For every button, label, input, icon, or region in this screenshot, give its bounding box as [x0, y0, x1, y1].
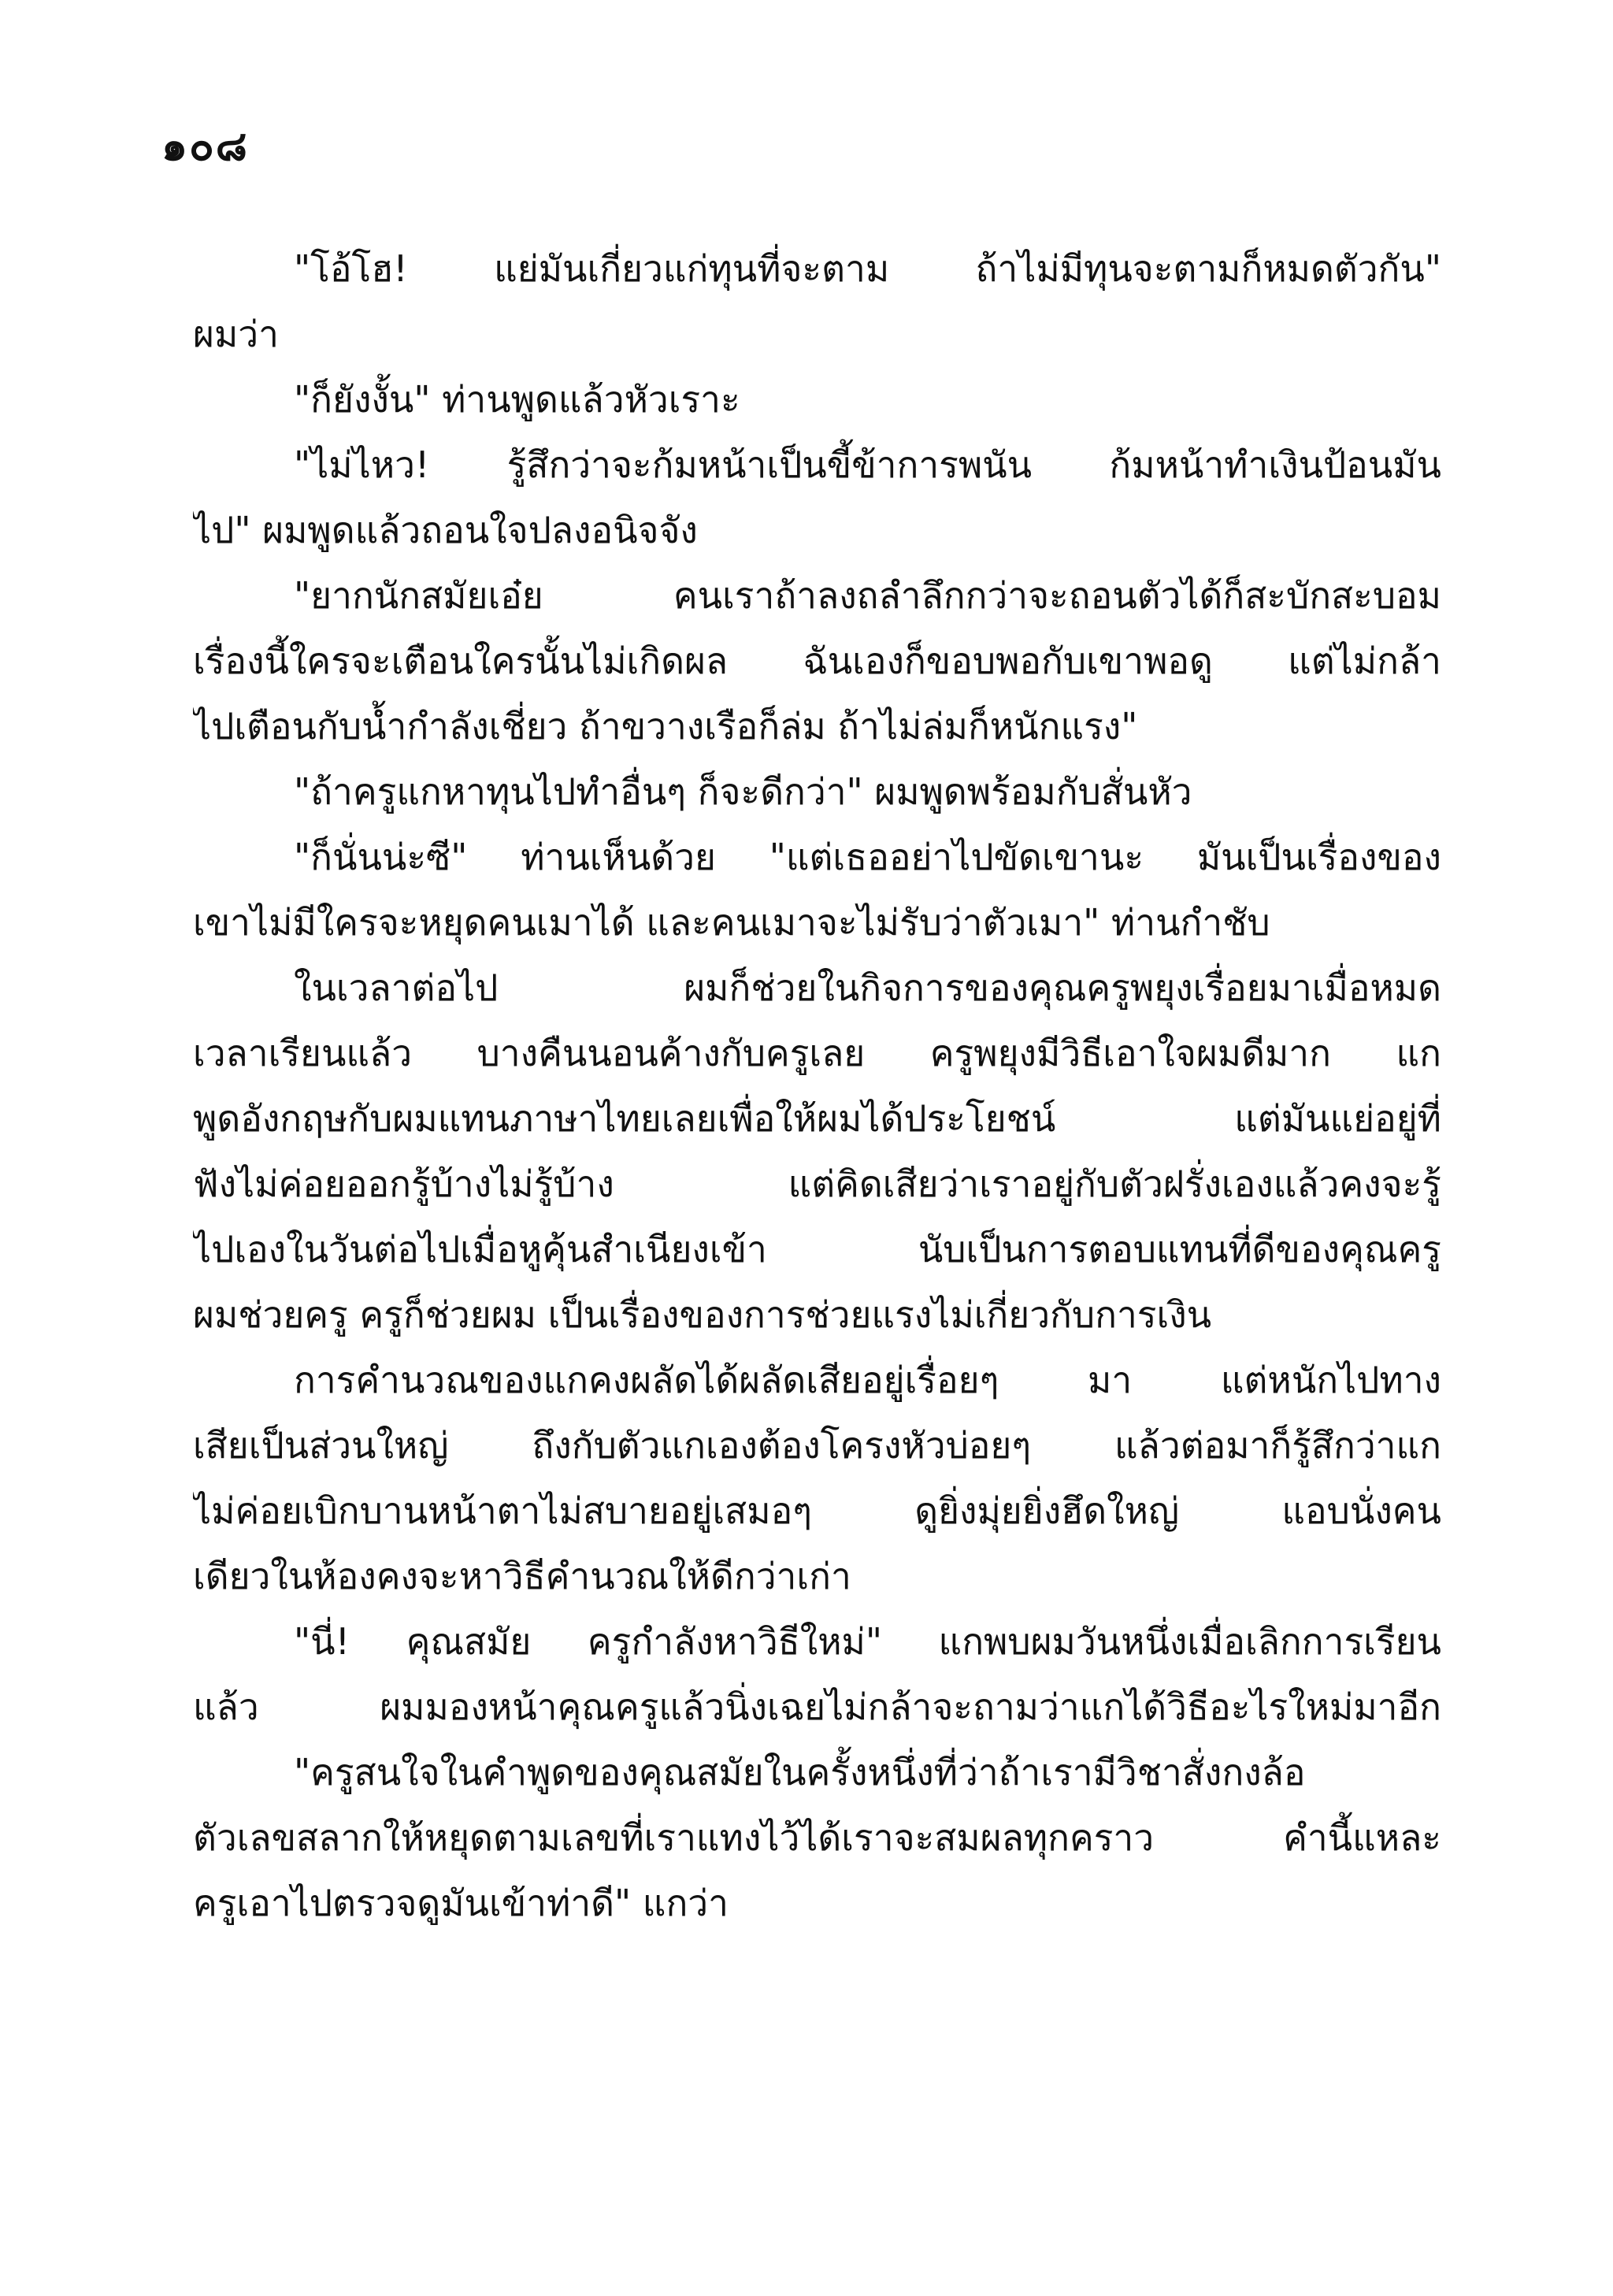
text-line: ผมช่วยครู ครูก็ช่วยผม เป็นเรื่องของการช่วยแรงไม่เกี่ยวกับการเงิน — [193, 1293, 1212, 1336]
text-line: เรื่องนี้ใครจะเตือนใครนั้นไม่เกิดผล ฉันเองก็ขอบพอกับเขาพอดู แต่ไม่กล้า — [193, 640, 1441, 682]
text-line: ในเวลาต่อไป ผมก็ช่วยในกิจการของคุณครูพยุงเรื่อยมาเมื่อหมด — [294, 966, 1441, 1009]
text-line: "นี่! คุณสมัย ครูกำลังหาวิธีใหม่" แกพบผมวันหนึ่งเมื่อเลิกการเรียน — [294, 1620, 1441, 1663]
page-number: ๑๐๘ — [161, 123, 249, 170]
text-line: ไป" ผมพูดแล้วถอนใจปลงอนิจจัง — [193, 509, 698, 551]
text-line: ครูเอาไปตรวจดูมันเข้าท่าดี" แกว่า — [193, 1882, 729, 1924]
text-line: ตัวเลขสลากให้หยุดตามเลขที่เราแทงไว้ได้เราจะสมผลทุกคราว คำนี้แหละ — [193, 1816, 1441, 1859]
text-line: "ก็นั่นน่ะซี" ท่านเห็นด้วย "แต่เธออย่าไปขัดเขานะ มันเป็นเรื่องของ — [294, 836, 1441, 878]
text-line: "ไม่ไหว! รู้สึกว่าจะก้มหน้าเป็นขี้ข้าการพนัน ก้มหน้าทำเงินป้อนมัน — [294, 443, 1441, 486]
text-line: "ยากนักสมัยเอ๋ย คนเราถ้าลงถลำลึกกว่าจะถอนตัวได้ก็สะบักสะบอม — [294, 574, 1441, 617]
text-line: เขาไม่มีใครจะหยุดคนเมาได้ และคนเมาจะไม่รับว่าตัวเมา" ท่านกำชับ — [193, 901, 1270, 944]
text-line: เดียวในห้องคงจะหาวิธีคำนวณให้ดีกว่าเก่า — [193, 1555, 851, 1597]
text-line: "ครูสนใจในคำพูดของคุณสมัยในครั้งหนึ่งที่ว่าถ้าเรามีวิชาสั่งกงล้อ — [294, 1751, 1306, 1793]
text-line: การคำนวณของแกคงผลัดได้ผลัดเสียอยู่เรื่อยๆ มา แต่หนักไปทาง — [294, 1359, 1441, 1401]
text-line: เสียเป็นส่วนใหญ่ ถึงกับตัวแกเองต้องโครงหัวบ่อยๆ แล้วต่อมาก็รู้สึกว่าแก — [193, 1424, 1441, 1467]
text-line: พูดอังกฤษกับผมแทนภาษาไทยเลยเพื่อให้ผมได้ประโยชน์ แต่มันแย่อยู่ที่ — [193, 1097, 1441, 1140]
text-line: ไปเองในวันต่อไปเมื่อหูคุ้นสำเนียงเข้า นับเป็นการตอบแทนที่ดีของคุณครู — [193, 1228, 1441, 1270]
body-text — [193, 236, 1441, 1936]
text-line: เวลาเรียนแล้ว บางคืนนอนค้างกับครูเลย ครูพยุงมีวิธีเอาใจผมดีมาก แก — [193, 1032, 1441, 1074]
text-line: ฟังไม่ค่อยออกรู้บ้างไม่รู้บ้าง แต่คิดเสียว่าเราอยู่กับตัวฝรั่งเองแล้วคงจะรู้ — [193, 1163, 1441, 1205]
text-line: แล้ว ผมมองหน้าคุณครูแล้วนิ่งเฉยไม่กล้าจะถามว่าแกได้วิธีอะไรใหม่มาอีก — [193, 1686, 1441, 1728]
text-line: "ถ้าครูแกหาทุนไปทำอื่นๆ ก็จะดีกว่า" ผมพูดพร้อมกับสั่นหัว — [294, 770, 1192, 813]
text-line: ไปเตือนกับน้ำกำลังเชี่ยว ถ้าขวางเรือก็ล่ม ถ้าไม่ล่มก็หนักแรง" — [193, 705, 1138, 747]
text-line: "โอ้โฮ! แย่มันเกี่ยวแก่ทุนที่จะตาม ถ้าไม่มีทุนจะตามก็หมดตัวกัน" — [294, 247, 1441, 290]
text-line: ผมว่า — [193, 313, 279, 355]
text-line: "ก็ยังงั้น" ท่านพูดแล้วหัวเราะ — [294, 378, 740, 421]
text-line: ไม่ค่อยเบิกบานหน้าตาไม่สบายอยู่เสมอๆ ดูยิ่งมุ่ยยิ่งฮึดใหญ่ แอบนั่งคน — [193, 1489, 1441, 1532]
